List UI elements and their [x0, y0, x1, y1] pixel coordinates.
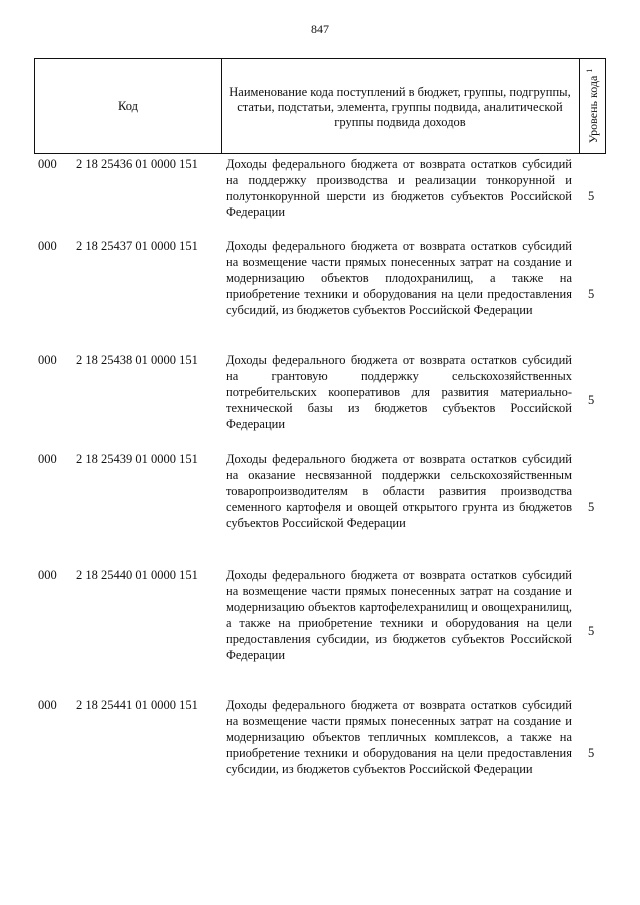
row-admin-code: 000 [38, 698, 57, 712]
row-level: 5 [588, 393, 595, 407]
row-code: 2 18 25437 01 0000 151 [76, 239, 198, 253]
table-header [34, 58, 606, 154]
row-name: Доходы федерального бюджета от возврата остатков субсидий на возмещение части прямых понесенных затрат на создание и модернизацию объектов тепличных комплексов, а также на приобретение техники и оборудования на цели предоставления субсидии, из бюджетов субъектов Российской Федерации [226, 698, 572, 776]
row-admin-code: 000 [38, 568, 57, 582]
row-admin-code: 000 [38, 239, 57, 253]
header-level-text: Уровень кода [586, 75, 600, 144]
row-code: 2 18 25436 01 0000 151 [76, 157, 198, 171]
row-code: 2 18 25438 01 0000 151 [76, 353, 198, 367]
header-level [579, 59, 607, 153]
row-name: Доходы федерального бюджета от возврата остатков субсидий на поддержку производства и реализации тонкорунной и полутонкорунной шерсти из бюджетов субъектов Российской Федерации [226, 157, 572, 219]
row-name: Доходы федерального бюджета от возврата остатков субсидий на грантовую поддержку сельскохозяйственных потребительских кооперативов для развития материально-технической базы из бюджетов субъектов Российской Федерации [226, 353, 572, 431]
row-level: 5 [588, 287, 595, 301]
row-level: 5 [588, 500, 595, 514]
row-admin-code: 000 [38, 452, 57, 466]
row-code: 2 18 25441 01 0000 151 [76, 698, 198, 712]
header-code: Код [118, 99, 138, 113]
row-name: Доходы федерального бюджета от возврата остатков субсидий на возмещение части прямых понесенных затрат на создание и модернизацию объектов картофелехранилищ и овощехранилищ, а также на приобретение техники и оборудования на цели предоставления субсидии, из бюджетов субъектов Российской Федерации [226, 568, 572, 662]
header-name: Наименование кода поступлений в бюджет, группы, подгруппы, статьи, подстатьи, элемента, группы подвида, аналитической группы подвида доходов [229, 85, 571, 129]
row-level: 5 [588, 746, 595, 760]
page-number: 847 [311, 22, 329, 36]
row-level: 5 [588, 189, 595, 203]
row-name: Доходы федерального бюджета от возврата остатков субсидий на оказание несвязанной поддержки сельскохозяйственным товаропроизводителям в области развития производства семенного картофеля и овощей открытого грунта из бюджетов субъектов Российской Федерации [226, 452, 572, 530]
header-level-footnote: 1 [585, 68, 594, 73]
row-admin-code: 000 [38, 157, 57, 171]
row-code: 2 18 25439 01 0000 151 [76, 452, 198, 466]
row-name: Доходы федерального бюджета от возврата остатков субсидий на возмещение части прямых понесенных затрат на создание и модернизацию объектов плодохранилищ, а также на приобретение техники и оборудования на цели предоставления субсидий, из бюджетов субъектов Российской Федерации [226, 239, 572, 317]
row-code: 2 18 25440 01 0000 151 [76, 568, 198, 582]
row-level: 5 [588, 624, 595, 638]
header-level-label [585, 69, 601, 144]
row-admin-code: 000 [38, 353, 57, 367]
